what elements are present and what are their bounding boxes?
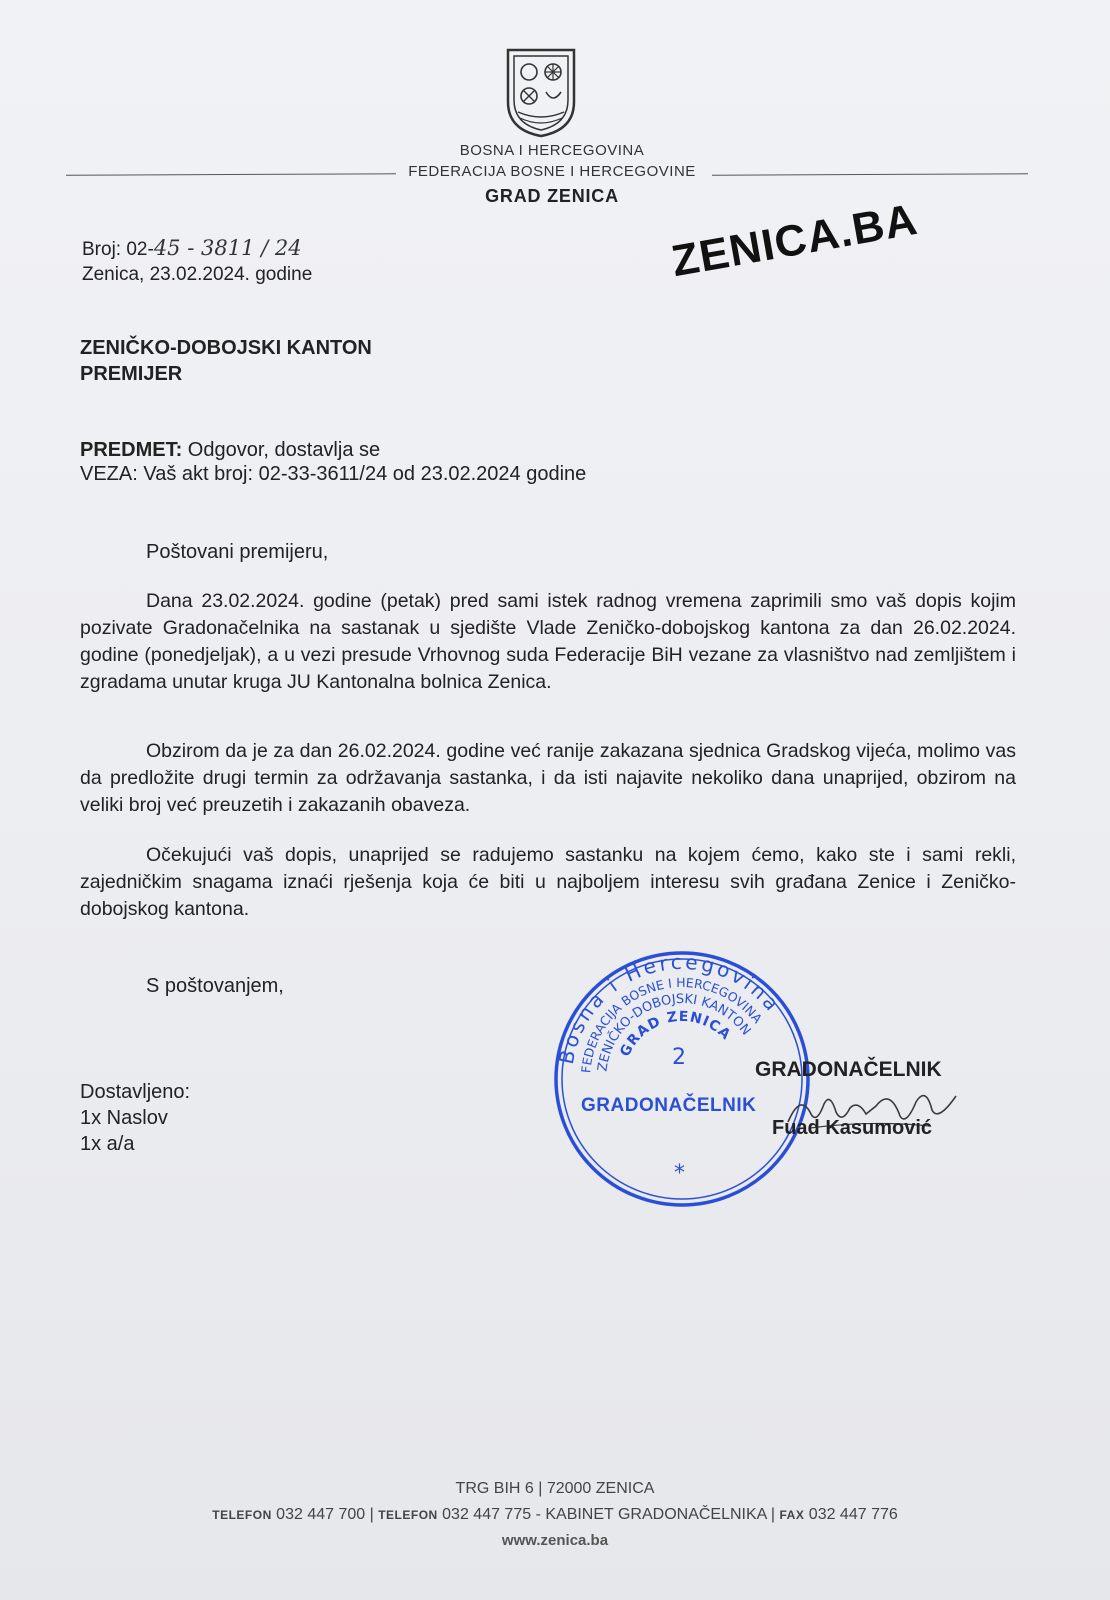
reference-handwritten: 45 - 3811 / 24 bbox=[153, 236, 302, 260]
delivered-item: 1x Naslov bbox=[80, 1107, 168, 1129]
footer-tel2: 032 447 775 - KABINET GRADONAČELNIKA | bbox=[437, 1506, 780, 1523]
stamp-city-text: GRAD ZENICA bbox=[617, 1008, 734, 1060]
subject-line bbox=[80, 438, 380, 463]
footer-contacts bbox=[0, 1506, 1110, 1524]
reference-number bbox=[82, 236, 302, 262]
body-paragraph: Dana 23.02.2024. godine (petak) pred sami istek radnog vremena zaprimili smo vaš dopis kojim pozivate Gradonačelnika na sastanak u sjedište Vlade Zeničko-dobojskog kantona za dan 26.02.2024. godine (ponedjeljak), a u vezi presude Vrhovnog suda Federacije BiH vezane za vlasništvo nad zemljištem i zgradama unutar kruga JU Kantonalna bolnica Zenica. bbox=[80, 590, 1016, 693]
stamp-star: * bbox=[674, 1161, 685, 1186]
body-paragraph: Očekujući vaš dopis, unaprijed se radujemo sastanku na kojem ćemo, kako ste i sami rekli, zajedničkim snagama iznaći rješenja koja će biti u najboljem interesu svih građana Zenice i Zeničko-dobojskog kantona. bbox=[80, 844, 1016, 920]
recipient-line2: PREMIJER bbox=[80, 363, 183, 385]
coat-of-arms-logo bbox=[504, 46, 578, 138]
body-paragraph: Obzirom da je za dan 26.02.2024. godine već ranije zakazana sjednica Gradskog vijeća, molimo vas da predložite drugi termin za održavanja sastanka, i da isti najavite nekoliko dana unaprijed, obzirom na veliki broj već preuzetih i zakazanih obaveza. bbox=[80, 740, 1016, 816]
footer-tel2-label: TELEFON bbox=[378, 1508, 438, 1522]
signatory-title: GRADONAČELNIK bbox=[755, 1058, 942, 1081]
stamp-number: 2 bbox=[672, 1045, 686, 1070]
subject-label: PREDMET: bbox=[80, 439, 183, 461]
reference-text: Vaš akt broj: 02-33-3611/24 od 23.02.2024 godine bbox=[137, 463, 587, 485]
footer-tel1-label: TELEFON bbox=[212, 1508, 272, 1522]
greeting: Poštovani premijeru, bbox=[146, 541, 329, 563]
delivered-item: 1x a/a bbox=[80, 1133, 135, 1155]
place-date: Zenica, 23.02.2024. godine bbox=[82, 264, 313, 285]
watermark-text: ZENICA.BA bbox=[668, 194, 922, 287]
reference-label: VEZA: bbox=[80, 463, 138, 485]
stamp-ring3-text: ZENIČKO-DOBOJSKI KANTON bbox=[595, 991, 754, 1073]
stamp-outer-text: Bosna i Hercegovina bbox=[553, 949, 786, 1067]
header-divider-left bbox=[66, 173, 396, 175]
signatory-name: Fuad Kasumović bbox=[772, 1117, 933, 1139]
footer-website-link[interactable]: www.zenica.ba bbox=[501, 1532, 609, 1549]
stamp-center-text: GRADONAČELNIK bbox=[581, 1095, 757, 1116]
subject-text: Odgovor, dostavlja se bbox=[182, 439, 381, 461]
header-divider-right bbox=[712, 173, 1028, 175]
closing: S poštovanjem, bbox=[146, 975, 284, 997]
recipient-line1: ZENIČKO-DOBOJSKI KANTON bbox=[80, 337, 372, 359]
footer-fax-label: FAX bbox=[779, 1508, 805, 1522]
delivered-label: Dostavljeno: bbox=[80, 1081, 191, 1103]
stamp-ring2-text: FEDERACIJA BOSNE I HERCEGOVINA bbox=[578, 974, 766, 1074]
footer-tel1: 032 447 700 | bbox=[271, 1506, 379, 1523]
reference-line bbox=[80, 462, 586, 487]
reference-prefix: Broj: 02- bbox=[82, 239, 154, 260]
header-country: BOSNA I HERCEGOVINA bbox=[459, 142, 645, 159]
header-city: GRAD ZENICA bbox=[485, 186, 619, 206]
footer-fax: 032 447 776 bbox=[804, 1506, 898, 1523]
footer-address: TRG BIH 6 | 72000 ZENICA bbox=[455, 1480, 655, 1497]
header-federation: FEDERACIJA BOSNE I HERCEGOVINE bbox=[408, 163, 696, 180]
